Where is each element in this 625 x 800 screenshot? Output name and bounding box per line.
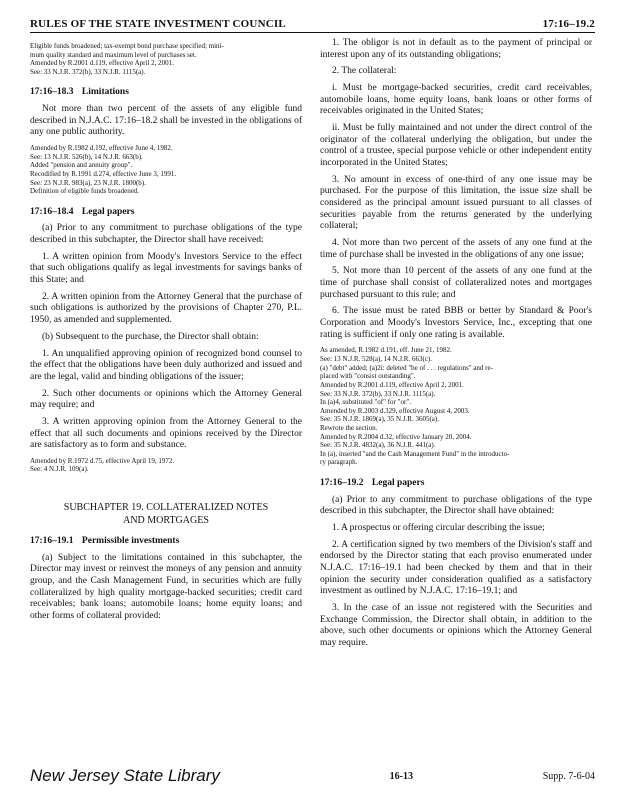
history-notes-19-1 [320, 346, 592, 467]
paragraph-b: (b) Subsequent to the purchase, the Director shall obtain: [42, 331, 259, 342]
section-title: Legal papers [81, 206, 135, 217]
note-line: (a) "debt" added; (a)2i: deleted "be of . . . regulations" and re- [320, 363, 493, 372]
paragraph-a1: 1. A prospectus or offering circular describing the issue; [332, 523, 545, 533]
note-line: See: 33 N.J.R. 372(b), 33 N.J.R. 1115(a). [320, 389, 436, 398]
paragraph-a2: 2. A certification signed by two members of the Division's staff and endorsed by the Director stating that each proviso enumerated under N.J.A.C. 17:16–19.1 had been checked by them and that in their opinion the security under consideration qualified as a satisfactory investment as outlined by N.J.A.C. 17:16–19.1; and [320, 539, 592, 597]
note-line: See: 13 N.J.R. 528(a), 14 N.J.R. 663(c). [320, 355, 432, 364]
running-section-ref: 17:16–19.2 [542, 18, 595, 30]
paragraph-b1: 1. An unqualified approving opinion of recognized bond counsel to the effect that the obligations have been duly authorized and issued and are the legal, valid and binding obligations of the issuer; [30, 348, 302, 382]
note-line: Amended by R.2001 d.119, effective April 2, 2001. [320, 380, 464, 389]
note-line: See: 33 N.J.R. 372(b), 33 N.J.R. 1115(a). [30, 67, 146, 76]
paragraph-a2: 2. A written opinion from the Attorney General that the purchase of such obligations is authorized by the provisions of Chapter 270, P.L. 1950, as amended and supplemented. [30, 291, 302, 326]
paragraph-b2: 2. Such other documents or opinions which the Attorney General may require; and [30, 388, 302, 411]
section-number: 17:16–18.4 [30, 206, 74, 217]
note-line: In (a)4, substituted "of" for "or". [320, 398, 411, 407]
section-text: Not more than two percent of the assets of any eligible fund described in N.J.A.C. 17:16–18.2 shall be invested in the obligations of any one public authority. [30, 104, 302, 138]
supplement-date: Supp. 7-6-04 [542, 770, 595, 782]
paragraph-b3: 3. A written approving opinion from the Attorney General to the effect that all such documents and opinions received by the Director are satisfactory as to form and substance. [30, 416, 302, 451]
section-heading-18-4 [30, 207, 302, 219]
section-title: Legal papers [371, 477, 425, 488]
running-title: RULES OF THE STATE INVESTMENT COUNCIL [30, 18, 286, 30]
paragraph-5: 5. Not more than 10 percent of the assets of any one fund at the time of purchase shall consist of collateralized notes and mortgages purchased pursuant to this rule; and [320, 266, 592, 300]
paragraph-a: (a) Subject to the limitations contained in this subchapter, the Director may invest or reinvest the moneys of any pension and annuity group, and the Cash Management Fund, in securities which are fully collateralized by high quality mortgage-backed securities; credit card receivables; bank loans; automobile loans; home equity loans; and other forms of collateral provided: [30, 552, 302, 622]
page-footer [30, 764, 595, 788]
note-line: placed with "consist outstanding". [320, 372, 416, 381]
history-notes-18-4 [30, 457, 302, 474]
page-number: 16-13 [389, 770, 413, 782]
note-line: ry paragraph. [320, 458, 358, 467]
page-header [30, 8, 595, 33]
section-title: Limitations [81, 87, 129, 98]
note-line: See: 13 N.J.R. 526(b), 14 N.J.R. 663(b). [30, 152, 143, 161]
paragraph-a1: 1. A written opinion from Moody's Investors Service to the effect that such obligations qualify as legal investments for savings banks of this State; and [30, 251, 302, 286]
note-line: See: 35 N.J.R. 1869(a), 35 N.J.R. 3605(a). [320, 415, 439, 424]
note-line: Definition of eligible funds broadened. [30, 187, 140, 196]
note-line: See: 23 N.J.R. 983(a), 23 N.J.R. 1800(b). [30, 178, 146, 187]
note-line: Amended by R.2003 d.329, effective August 4, 2003. [320, 406, 470, 415]
note-line: Added "pension and annuity group". [30, 161, 133, 170]
paragraph-a3: 3. In the case of an issue not registered with the Securities and Exchange Commission, the Director shall obtain, in addition to the above, such other documents or opinions which the Attorney General may require. [320, 603, 592, 649]
paragraph-a: (a) Prior to any commitment to purchase obligations of the type described in this subchapter, the Director shall have obtained: [320, 494, 592, 517]
section-heading-19-2 [320, 478, 592, 490]
section-title: Permissible investments [81, 536, 180, 547]
paragraph-1: 1. The obligor is not in default as to the payment of principal or interest upon any of its outstanding obligations; [320, 38, 592, 60]
note-line: Eligible funds broadened; tax-exempt bond purchase specified; mini- [30, 42, 224, 50]
section-heading-18-3 [30, 87, 302, 99]
subchapter-line-2: AND MORTGAGES [123, 514, 209, 526]
note-line: Amended by R.2004 d.32, effective January 20, 2004. [320, 432, 472, 441]
paragraph-6: 6. The issue must be rated BBB or better by Standard & Poor's Corporation and Moody's Investors Service, Inc., excepting that one rating is sufficient if only one rating is available. [320, 306, 592, 340]
paragraph-a: (a) Prior to any commitment to purchase obligations of the type described in this subchapter, the Director shall have received: [30, 223, 302, 246]
note-line: Amended by R.2001 d.119, effective April 2, 2001. [30, 59, 174, 68]
note-line: mum quality standard and maximum level of purchases set. [30, 50, 197, 59]
history-notes-18-3 [30, 144, 302, 196]
note-line: Amended by R.1972 d.75, effective April 19, 1972. [30, 456, 175, 465]
note-line: See: 35 N.J.R. 4832(a), 36 N.J.R. 441(a). [320, 441, 436, 450]
note-line: Amended by R.1982 d.192, effective June 4, 1982. [30, 144, 173, 153]
paragraph-3: 3. No amount in excess of one-third of any one issue may be purchased. For the purpose of this limitation, the issue size shall be considered as the principal amount issued pursuant to all classes of securities payable from the returns generated by the underlying collateral; [320, 174, 592, 232]
note-line: Recodified by R.1991 d.274, effective June 3, 1991. [30, 169, 177, 178]
section-number: 17:16–19.1 [30, 536, 74, 547]
section-number: 17:16–19.2 [320, 477, 364, 488]
paragraph-4: 4. Not more than two percent of the assets of any one fund at the time of purchase shall be invested in the obligations of any one issue; [320, 238, 592, 260]
library-watermark: New Jersey State Library [30, 766, 220, 785]
section-number: 17:16–18.3 [30, 87, 74, 98]
section-heading-19-1 [30, 536, 302, 548]
note-line: As amended, R.1982 d.191, eff. June 21, 1982. [320, 346, 452, 355]
subchapter-line-1: SUBCHAPTER 19. COLLATERALIZED NOTES [63, 502, 269, 514]
history-notes-18-2 [30, 42, 302, 76]
note-line: Rewrote the section. [320, 423, 378, 432]
left-column [30, 38, 302, 628]
paragraph-2: 2. The collateral: [332, 66, 397, 77]
right-column [320, 38, 592, 655]
paragraph-2ii: ii. Must be fully maintained and not under the direct control of the originator of the collateral underlying the obligation, but under the control of a trustee, special purpose vehicle or other independent entity incorporated in the United States; [320, 123, 592, 169]
subchapter-heading [30, 502, 302, 527]
note-line: See: 4 N.J.R. 109(a). [30, 465, 89, 474]
note-line: In (a), inserted "and the Cash Management Fund" in the introducto- [320, 449, 510, 458]
paragraph-2i: i. Must be mortgage-backed securities, credit card receivables, automobile loans, home equity loans, bank loans or other forms of receivables originated in the United States; [320, 83, 592, 117]
